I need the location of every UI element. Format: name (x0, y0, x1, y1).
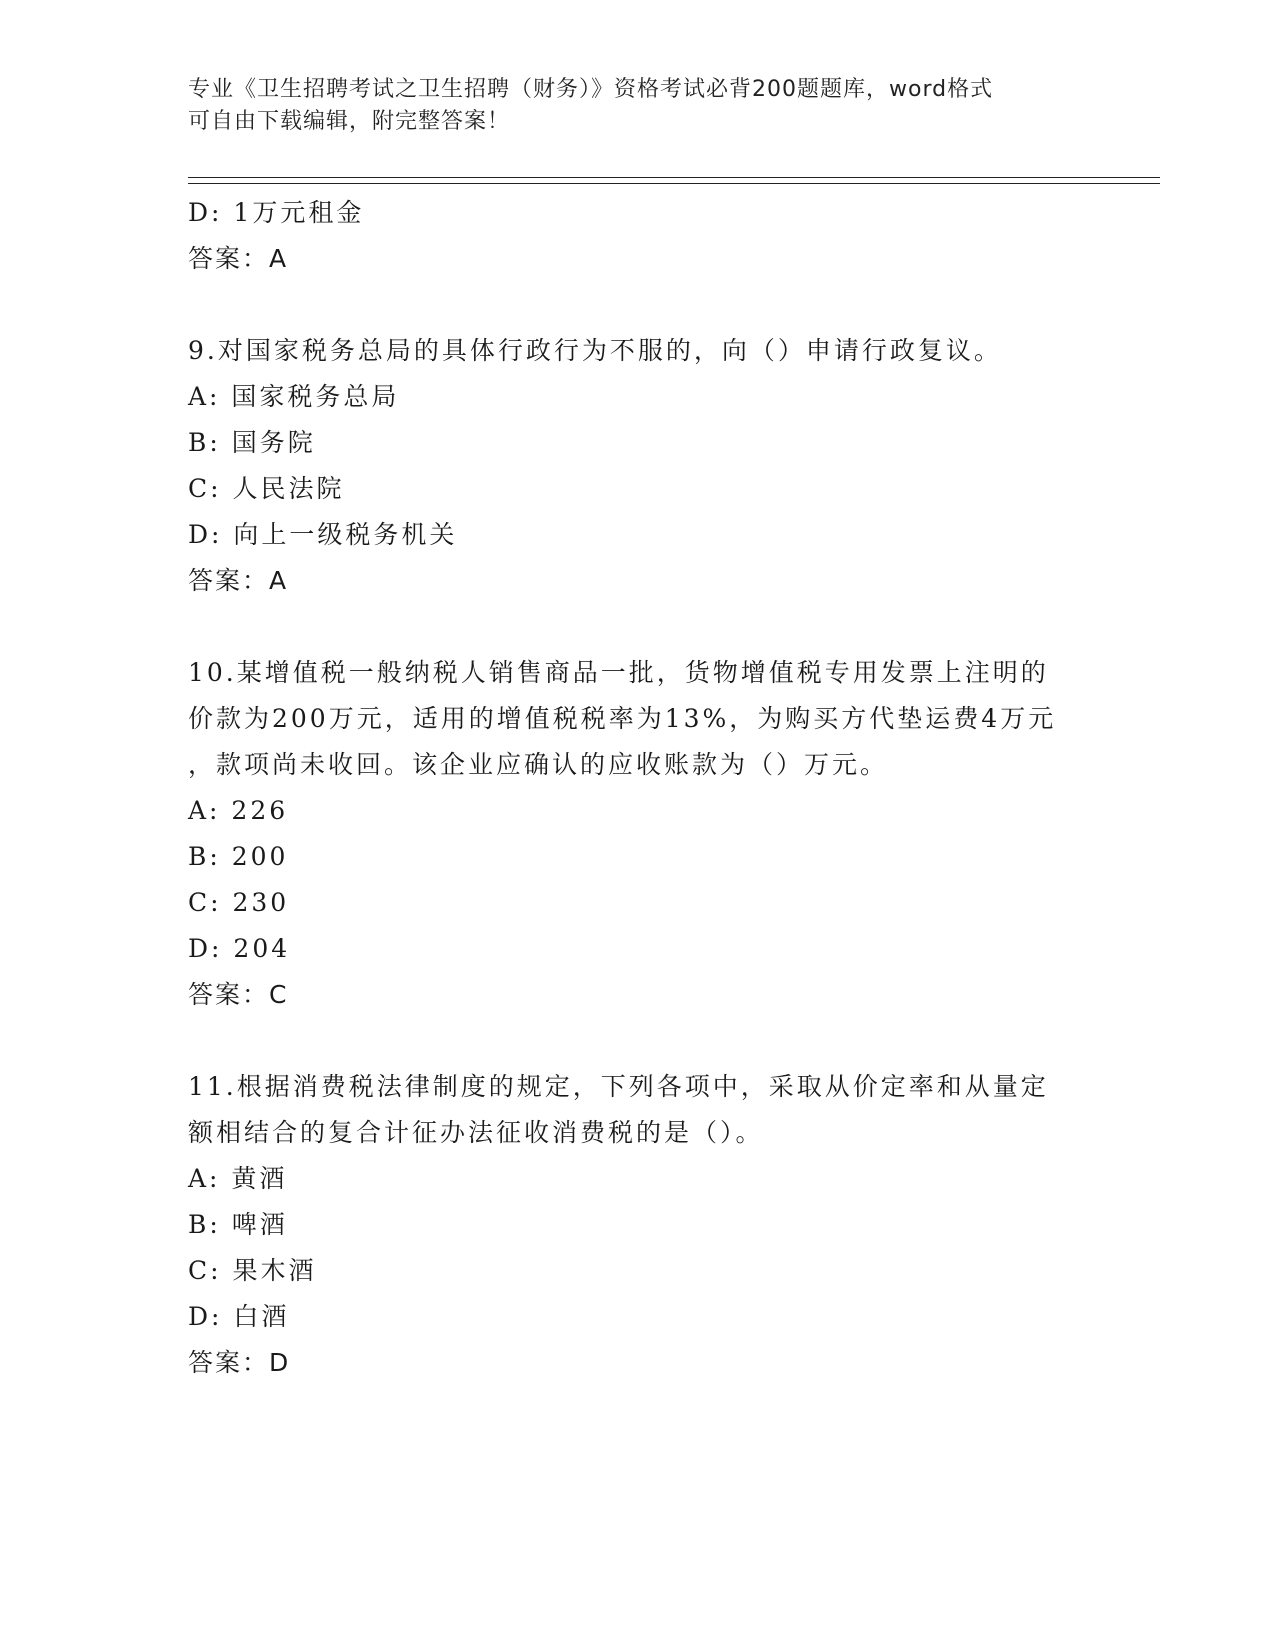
option-a: A: 226 (188, 796, 289, 825)
option-c: C: 果木酒 (188, 1256, 317, 1285)
question-block-11 (188, 1064, 1088, 1386)
question-list (188, 190, 1088, 1386)
option-a: A: 国家税务总局 (188, 382, 400, 411)
option-d: D: 白酒 (188, 1302, 290, 1331)
question-stem-line-2: 额相结合的复合计征办法征收消费税的是（）。 (188, 1118, 764, 1147)
option-d: D: 1万元租金 (188, 198, 365, 227)
spacer (188, 604, 1088, 650)
question-block-8-tail (188, 190, 1088, 282)
question-block-9 (188, 328, 1088, 604)
option-b: B: 啤酒 (188, 1210, 288, 1239)
answer-label: 答案：A (188, 244, 289, 273)
option-a: A: 黄酒 (188, 1164, 288, 1193)
answer-label: 答案：A (188, 566, 289, 595)
document-header (188, 74, 1088, 138)
spacer (188, 1018, 1088, 1064)
answer-label: 答案：C (188, 980, 289, 1009)
header-title-line-2: 可自由下载编辑，附完整答案！ (188, 109, 511, 134)
question-block-10 (188, 650, 1088, 1018)
option-d: D: 204 (188, 934, 291, 963)
question-stem-line-1: 10.某增值税一般纳税人销售商品一批，货物增值税专用发票上注明的 (188, 658, 1049, 687)
option-d: D: 向上一级税务机关 (188, 520, 458, 549)
header-divider-bottom (188, 183, 1160, 184)
option-c: C: 230 (188, 888, 290, 917)
header-divider-top (188, 177, 1160, 178)
question-stem: 9.对国家税务总局的具体行政行为不服的，向（）申请行政复议。 (188, 336, 1002, 365)
option-b: B: 国务院 (188, 428, 316, 457)
question-stem-line-1: 11.根据消费税法律制度的规定，下列各项中，采取从价定率和从量定 (188, 1072, 1049, 1101)
answer-label: 答案：D (188, 1348, 291, 1377)
header-title-line-1: 专业《卫生招聘考试之卫生招聘（财务）》资格考试必背200题题库，word格式 (188, 77, 994, 102)
question-stem-line-3: ，款项尚未收回。该企业应确认的应收账款为（）万元。 (188, 750, 889, 779)
option-b: B: 200 (188, 842, 289, 871)
option-c: C: 人民法院 (188, 474, 345, 503)
question-stem-line-2: 价款为200万元，适用的增值税税率为13%，为购买方代垫运费4万元 (188, 704, 1057, 733)
spacer (188, 282, 1088, 328)
